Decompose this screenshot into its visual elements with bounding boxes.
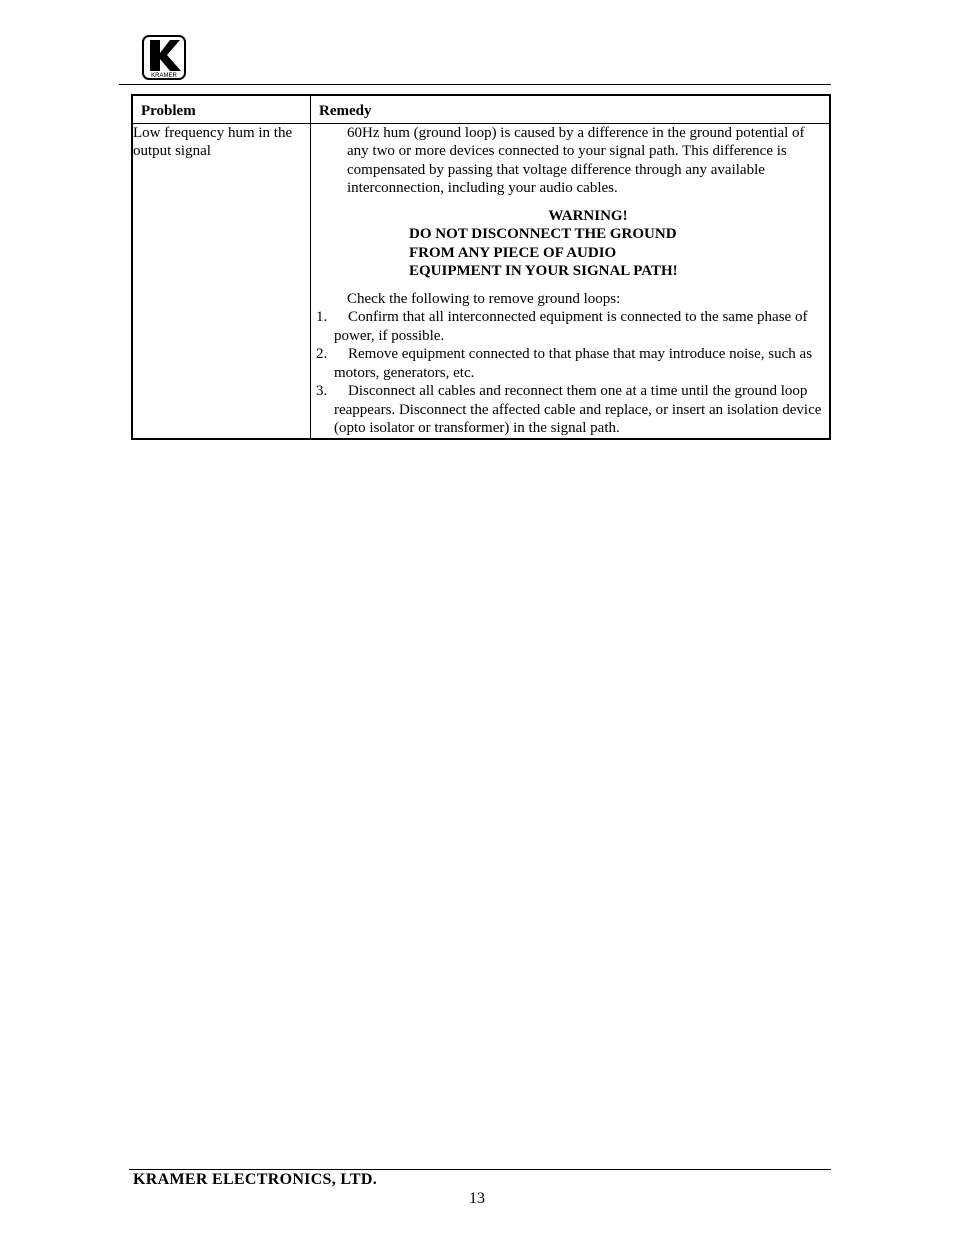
footer-divider [129,1169,831,1170]
list-item-number: 1. [316,309,328,325]
page-number: 13 [469,1190,485,1207]
remedy-cell [311,123,831,439]
warning-title: WARNING! [548,207,628,224]
list-item [311,308,829,345]
table-header-row [132,95,830,123]
warning-line: EQUIPMENT IN YOUR SIGNAL PATH! [409,263,678,279]
kramer-logo [142,35,186,80]
remedy-intro: 60Hz hum (ground loop) is caused by a difference in the ground potential of any two or more devices connected to your signal path. This difference is compensated by passing that voltage difference through any available interconnection, including your audio cables. [347,124,805,196]
footer-company: KRAMER ELECTRONICS, LTD. [133,1171,377,1188]
list-item-text: Disconnect all cables and reconnect them one at a time until the ground loop reappears. Disconnect the affected cable and replace, or insert an isolation device (opto isolator or transformer) in the signal path. [334,383,822,436]
problem-cell: Low frequency hum in the output signal [132,123,311,439]
list-item-text: Remove equipment connected to that phase that may introduce noise, such as motors, generators, etc. [334,346,813,381]
kramer-logo-icon [142,35,186,80]
troubleshooting-table [131,94,831,440]
warning-line: DO NOT DISCONNECT THE GROUND [409,226,677,242]
list-item [311,345,829,382]
list-item-number: 2. [316,346,328,362]
header-divider [119,84,831,85]
list-item-number: 3. [316,383,328,399]
column-header-problem: Problem [132,95,311,123]
check-intro: Check the following to remove ground loops: [347,290,621,307]
svg-text:KRAMER: KRAMER [151,73,177,79]
warning-line: FROM ANY PIECE OF AUDIO [409,244,617,261]
list-item-text: Confirm that all interconnected equipment is connected to the same phase of power, if possible. [334,309,808,344]
table-row [132,123,830,439]
list-item [311,382,829,438]
column-header-remedy: Remedy [311,95,831,123]
